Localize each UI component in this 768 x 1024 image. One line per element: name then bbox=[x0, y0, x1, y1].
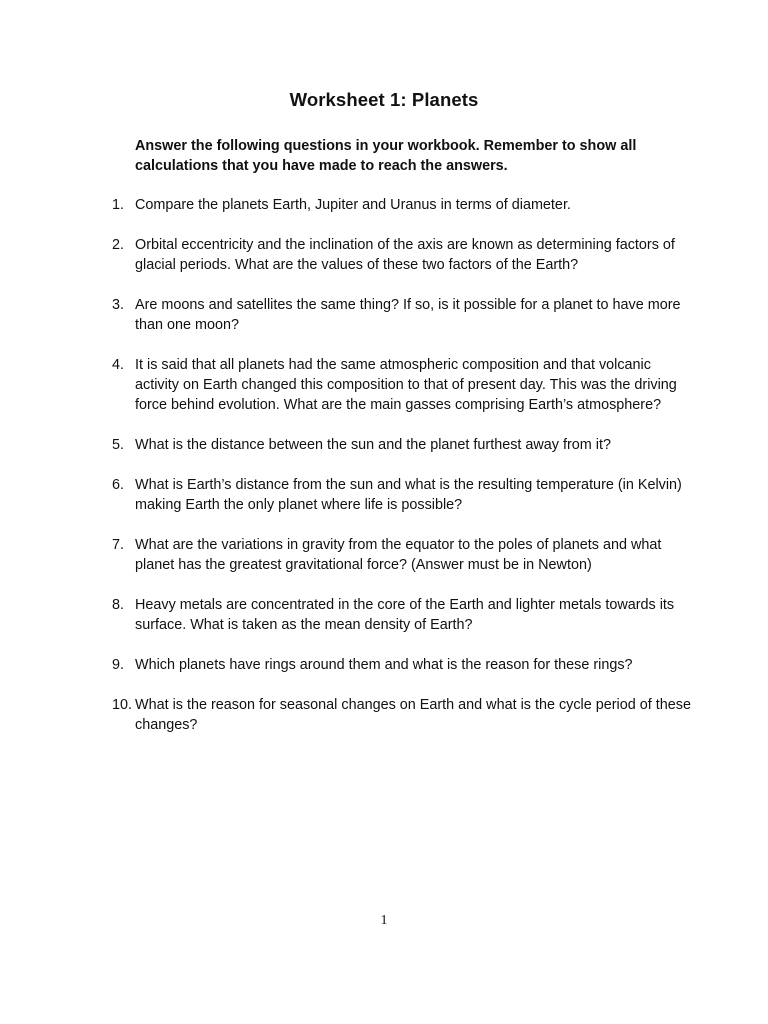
question-text: Which planets have rings around them and what is the reason for these rings? bbox=[135, 657, 633, 673]
question-text: What is the distance between the sun and the planet furthest away from it? bbox=[135, 437, 611, 453]
question-text: Heavy metals are concentrated in the core of the Earth and lighter metals towards its surface. What is taken as the mean density of Earth? bbox=[135, 597, 675, 633]
question-item-8 bbox=[0, 595, 768, 635]
question-text: Orbital eccentricity and the inclination of the axis are known as determining factors of glacial periods. What are the values of these two factors of the Earth? bbox=[135, 237, 675, 273]
question-number: 8. bbox=[112, 597, 125, 613]
question-text: Are moons and satellites the same thing? If so, is it possible for a planet to have more than one moon? bbox=[135, 297, 681, 333]
question-item-4 bbox=[0, 355, 768, 415]
question-text: What is Earth’s distance from the sun and what is the resulting temperature (in Kelvin) making Earth the only planet where life is possible? bbox=[135, 477, 682, 513]
question-item-7 bbox=[0, 535, 768, 575]
question-text: It is said that all planets had the same atmospheric composition and that volcanic activity on Earth changed this composition to that of present day. This was the driving force behind evolution. What are the main gasses comprising Earth’s atmosphere? bbox=[135, 357, 677, 413]
question-number: 1. bbox=[112, 197, 125, 213]
question-list bbox=[0, 195, 768, 755]
instructions-text: Answer the following questions in your workbook. Remember to show all calculations that you have made to reach the answers. bbox=[135, 138, 637, 174]
question-number: 7. bbox=[112, 537, 125, 553]
question-number: 9. bbox=[112, 657, 125, 673]
question-number: 4. bbox=[112, 357, 125, 373]
question-text: What are the variations in gravity from the equator to the poles of planets and what planet has the greatest gravitational force? (Answer must be in Newton) bbox=[135, 537, 662, 573]
question-text: What is the reason for seasonal changes on Earth and what is the cycle period of these changes? bbox=[135, 697, 691, 733]
question-item-2 bbox=[0, 235, 768, 275]
question-number: 5. bbox=[112, 437, 125, 453]
question-number: 2. bbox=[112, 237, 125, 253]
question-item-6 bbox=[0, 475, 768, 515]
question-item-3 bbox=[0, 295, 768, 335]
question-item-1 bbox=[0, 195, 768, 215]
question-item-9 bbox=[0, 655, 768, 675]
page-number: 1 bbox=[380, 913, 388, 928]
question-item-10 bbox=[0, 695, 768, 735]
question-number: 3. bbox=[112, 297, 125, 313]
question-number: 6. bbox=[112, 477, 125, 493]
question-number: 10. bbox=[112, 697, 133, 713]
question-item-5 bbox=[0, 435, 768, 455]
page-title: Worksheet 1: Planets bbox=[289, 89, 479, 110]
question-text: Compare the planets Earth, Jupiter and Uranus in terms of diameter. bbox=[135, 197, 571, 213]
